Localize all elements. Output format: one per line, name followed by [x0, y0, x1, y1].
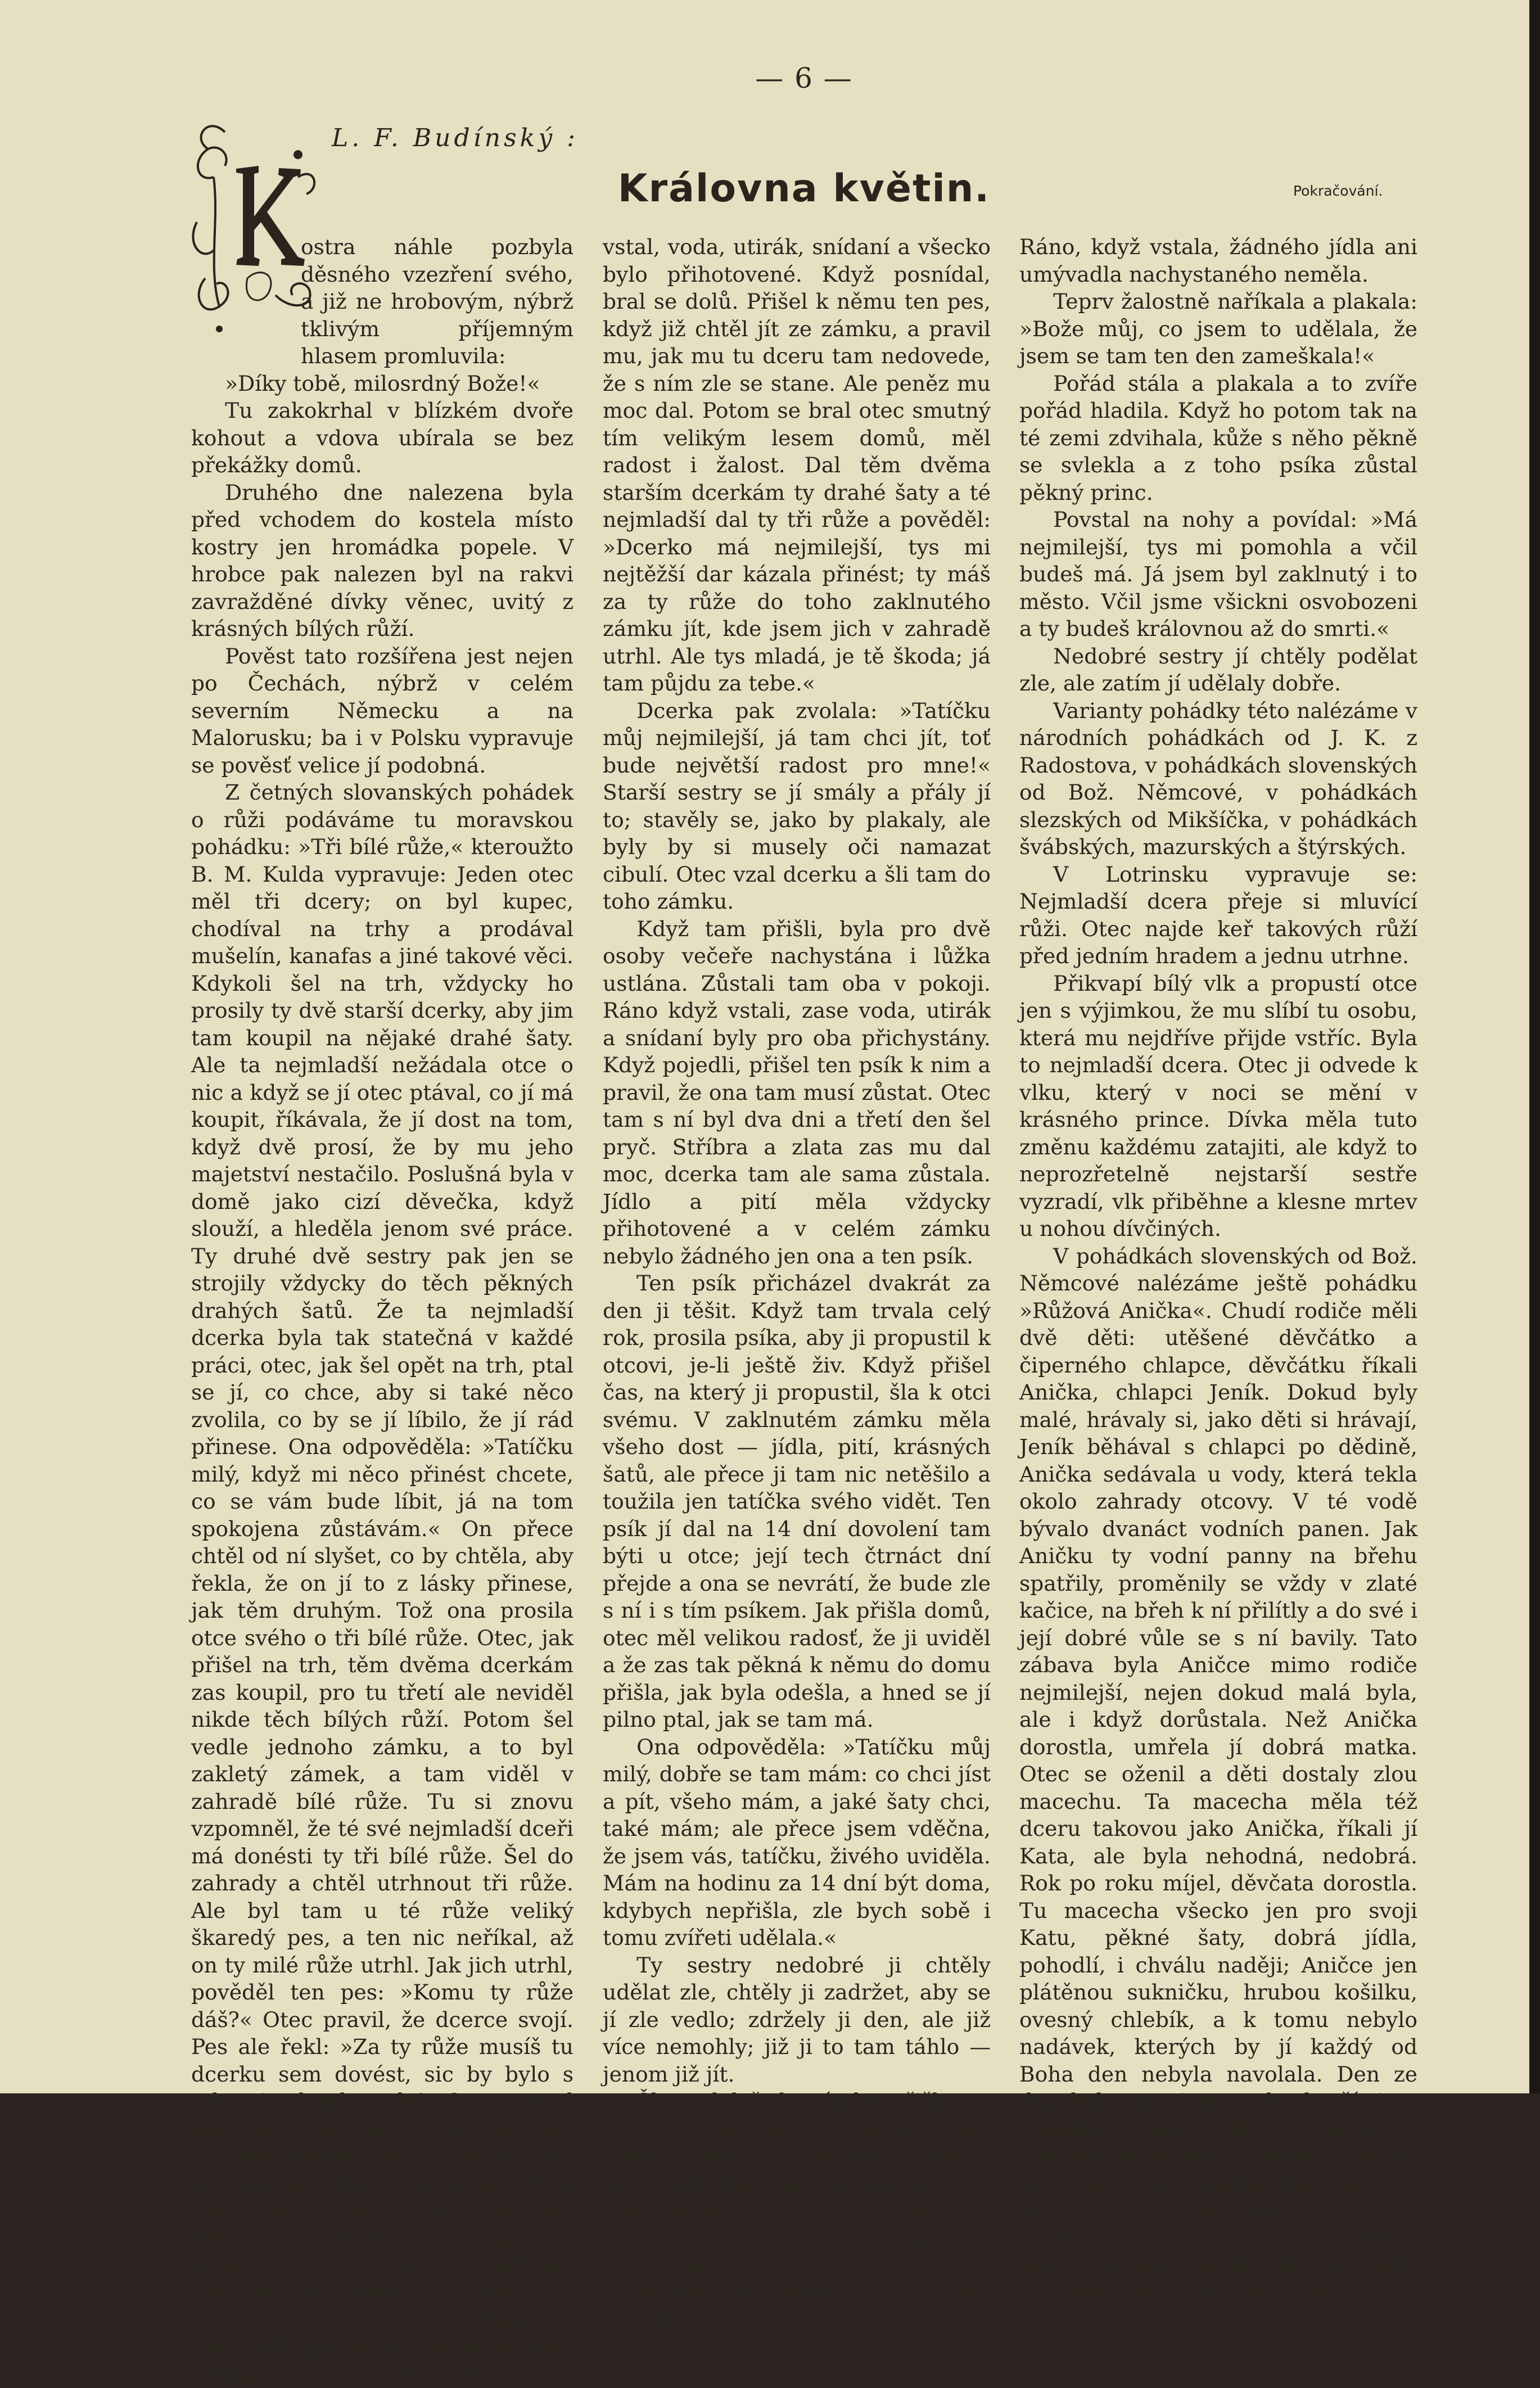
page-number: — 6 — [755, 62, 853, 94]
text-column-3 [1019, 233, 1417, 2306]
paragraph: Ten psík přicházel dvakrát za den ji těšit. Když tam trvala celý rok, prosila psíka, aby ji propustil k otcovi, je-li ještě živ. Když přišel čas, na který ji propustil, šla k otci svému. V zaklnutém zámku měla všeho dost — jídla, pití, krásných šatů, ale přece ji tam nic netěšilo a toužila jen tatíčka svého vidět. Ten psík jí dal na 14 dní dovolení tam býti u otce; její tech čtrnáct dní přejde a ona se nevrátí, že bude zle s ní i s tím psíkem. Jak přišla domů, otec měl velikou radosť, že ji uviděl a že zas tak pěkná k němu do domu přišla, jak byla odešla, a hned se jí pilno ptal, jak se tam má. [603, 1271, 991, 1732]
paragraph: vstal, voda, utirák, snídaní a všecko bylo přihotovené. Když posnídal, bral se dolů. Přišel k němu ten pes, když již chtěl jít ze zámku, a pravil mu, jak mu tu dceru tam nedovede, že s ním zle se stane. Ale peněz mu moc dal. Potom se bral otec smutný tím velikým lesem domů, měl radost i žalost. Dal těm dvěma starším dcerkám ty drahé šaty a té nejmladší dal ty tři růže a pověděl: »Dcerko má nejmilejší, tys mi nejtěžší dar kázala přinést; ty máš za ty růže do toho zaklnutého zámku jít, kde jsem jich v zahradě utrhl. Ale tys mladá, je tě škoda; já tam půjdu za tebe.« [603, 234, 991, 696]
paragraph: ostra náhle pozbyla děsného vzezření svého, a již ne hrobovým, nýbrž tklivým příjemným hlasem promluvila: [301, 234, 573, 368]
paragraph: Z četných slovanských pohádek o růži podáváme tu moravskou pohádku: »Tři bílé růže,« kteroužto B. M. Kulda vypravuje: Jeden otec měl tři dcery; on byl kupec, chodíval na trhy a prodával mušelín, kanafas a jiné takové věci. Kdykoli šel na trh, vždycky ho prosily ty dvě starší dcerky, aby jim tam koupil na nějaké drahé šaty. Ale ta nejmladší nežádala otce o nic a když se jí otec ptával, co jí má koupit, říkávala, že jí dost na tom, když dvě prosí, že by mu jeho majetství nestačilo. Poslušná byla v domě jako cizí děvečka, když slouží, a hleděla jenom své práce. Ty druhé dvě sestry pak jen se strojily vždycky do těch pěkných drahých šatů. Že ta nejmladší dcerka byla tak statečná v každé práci, otec, jak šel opět na trh, ptal se jí, co chce, aby si také něco zvolila, co by se jí líbilo, že jí rád přinese. Ona odpověděla: »Tatíčku milý, když mi něco přinést chcete, co se vám bude líbit, já na tom spokojena zůstávám.« On přece chtěl od ní slyšet, co by chtěla, aby řekla, že on jí to z lásky přinese, jak těm druhým. Tož ona prosila otce svého o tři bílé růže. Otec, jak přišel na trh, těm dvěma dcerkám zas koupil, pro tu třetí ale neviděl nikde těch bílých růží. Potom šel vedle jednoho zámku, a to byl zakletý zámek, a tam viděl v zahradě bílé růže. Tu si znovu vzpomněl, že té své nejmladší dceři má donésti ty tři bílé růže. Šel do zahrady a chtěl utrhnout tři růže. Ale byl tam u té růže veliký škaredý pes, a ten nic neříkal, až on ty milé růže utrhl. Jak jich utrhl, pověděl ten pes: »Komu ty růže dáš?« Otec pravil, že dcerce svojí. Pes ale řekl: »Za ty růže musíš tu dcerku sem dovést, sic by bylo s tebou i s dcerkou zle!« Otec se nad tím velice zarmoutil a nevěděl, má-li s těmi růžemi odejít či nemá. Tak ho tam zašla tma a on musel v tom zaklnutém zámku zůstat přes noc. Když tam povečeřel, tož se po těch světnicích procházel a žádného tam nenalezl, jenom na stolíku pro jednu osobu večeři přichystanou i také lůžko pro jednu osobu ustlané. Zůstal tam na noc. Ráno, když [191, 780, 573, 2386]
paragraph: Pověst tato rozšířena jest nejen po Čechách, nýbrž v celém severním Německu a na Malorusku; ba i v Polsku vypravuje se pověsť velice jí podobná. [191, 643, 573, 778]
article-title: Královna květin. [617, 166, 991, 211]
paragraph: »Díky tobě, milosrdný Bože!« [225, 371, 540, 396]
paragraph: Nedobré sestry jí chtěly podělat zle, ale zatím jí udělaly dobře. [1019, 643, 1417, 696]
paragraph: Druhého dne nalezena byla před vchodem do kostela místo kostry jen hromádka popele. V hrobce pak nalezen byl na rakvi zavražděné dívky věnec, uvitý z krásných bílých růží. [191, 480, 573, 641]
paragraph: Povstal na nohy a povídal: »Má nejmilejší, tys mi pomohla a včil budeš má. Já jsem byl zaklnutý i to město. Včil jsme všickni osvobozeni a ty budeš královnou až do smrti.« [1019, 507, 1417, 641]
text-column-1 [191, 233, 573, 2388]
paragraph: Potom se smutně do lůžka položila. [603, 2279, 991, 2332]
paragraph: V Lotrinsku vypravuje se: Nejmladší dcera přeje si mluvící růži. Otec najde keř takových růží před jedním hradem a jednu utrhne. [1019, 861, 1417, 968]
continued-label: Pokračování. [1293, 183, 1383, 199]
page-edge [1529, 0, 1540, 2093]
paragraph: Přikvapí bílý vlk a propustí otce jen s výjimkou, že mu slíbí tu osobu, která mu nejdříve přijde vstříc. Byla to nejmladší dcera. Otec ji odvede k vlku, který v noci se mění v krásného prince. Dívka měla tuto změnu každému zatajiti, ale když to neprozřetelně nejstarší sestře vyzradí, vlk přiběhne a klesne mrtev u nohou dívčiných. [1019, 970, 1417, 1241]
paragraph: Varianty pohádky této nalézáme v národních pohádkách od J. K. z Radostova, v pohádkách slovenských od Bož. Němcové, v pohádkách slezských od Mikšíčka, v pohádkách švábských, mazurských a štýrských. [1019, 698, 1417, 859]
paragraph: Tu zakokrhal v blízkém dvoře kohout a vdova ubírala se bez překážky domů. [191, 398, 573, 477]
paragraph: Pořád stála a plakala a to zvíře pořád hladila. Když ho potom tak na té zemi zdvihala, kůže s něho pěkně se svlekla a z toho psíka zůstal pěkný princ. [1019, 371, 1417, 505]
paragraph: Když tam přišli, byla pro dvě osoby večeře nachystána i lůžka ustlána. Zůstali tam oba v pokoji. Ráno když vstali, zase voda, utirák a snídaní byly pro oba přichystány. Když pojedli, přišel ten psík k nim a pravil, že ona tam musí zůstat. Otec tam s ní byl dva dni a třetí den šel pryč. Stříbra a zlata zas mu dal moc, dcerka tam ale sama zůstala. Jídlo a pití měla vždycky přihotovené a v celém zámku nebylo žádného jen ona a ten psík. [603, 916, 991, 1269]
paragraph: Šla, a když do zámku přišla, to zvíře již tam na tom místě u toho lůžka leželo a nežive bylo. Když k němu mluvila, ani se nehnulo. Tu ona zplakala, že jak ona sama včil tam bude, když to zvíře pro ni mrtvé ostává. [603, 2089, 991, 2277]
paragraph: Ona odpověděla: »Tatíčku můj milý, dobře se tam mám: co chci jíst a pít, všeho mám, a jaké šaty chci, také mám; ale přece jsem vděčna, že jsem vás, tatíčku, živého uviděla. Mám na hodinu za 14 dní být doma, kdybych nepřišla, zle bych sobě i tomu zvířeti udělala.« [603, 1734, 991, 1950]
text-column-2 [603, 233, 991, 2333]
paragraph: Ty sestry nedobré ji chtěly udělat zle, chtěly ji zadržet, aby se jí zle vedlo; zdržely ji den, ale již více nemohly; již ji to tam táhlo — jenom již jít. [603, 1952, 991, 2087]
paragraph: Teprv žalostně naříkala a plakala: »Bože můj, co jsem to udělala, že jsem se tam ten den zameškala!« [1019, 289, 1417, 368]
paragraph: Ráno, když vstala, žádného jídla ani umývadla nachystaného neměla. [1019, 234, 1417, 287]
author-name: L. F. Budínský : [332, 124, 579, 152]
paragraph: V pohádkách slovenských od Bož. Němcové nalézáme ještě pohádku »Růžová Anička«. Chudí rodiče měli dvě děti: utěšené děvčátko a čiperného chlapce, děvčátku říkali Anička, chlapci Jeník. Dokud byly malé, hrávaly si, jako děti si hrávají, Jeník běhával s chlapci po dědině, Anička sedávala u vody, která tekla okolo zahrady otcovy. V té vodě bývalo dvanáct vodních panen. Jak Aničku ty vodní panny na břehu spatřily, proměnily se vždy v zlaté kačice, na břeh k ní přilítly a do své i její dobré vůle se s ní bavily. Tato zábava byla Aničce mimo rodiče nejmilejší, nejen dokud malá byla, ale i když dorůstala. Než Anička dorostla, umřela jí dobrá matka. Otec se oženil a děti dostaly zlou macechu. Ta macecha měla též dceru takovou jako Anička, říkali jí Kata, ale byla nehodná, nedobrá. Rok po roku míjel, děvčata dorostla. Tu macecha všecko jen pro svoji Katu, pěkné šaty, dobrá jídla, pohodlí, i chválu naději; Aničce jen plátěnou sukničku, hrubou košilku, ovesný chlebík, a k tomu nebylo nadávek, kterých by jí každý od Boha den nebyla navolala. Den ze dne byla na ni macecha horší; i tu jedinkou radost, kterou měla se zlatými kačičkami, jí bránila, řkouc, že by se styděti mohla, tak stará již, hráti si a nechati matku prací se mořiti. Zachovávala sice ten příkaz Anička, pokud mohla, ale když měla po chvíli, vždy odběhla k vodě ke [1019, 1243, 1417, 2305]
paragraph: Dcerka pak zvolala: »Tatíčku můj nejmilejší, já tam chci jít, toť bude největší radost pro mne!« Starší sestry se jí smály a přály jí to; stavěly se, jako by plakaly, ale byly by si musely oči namazat cibulí. Otec vzal dcerku a šli tam do toho zámku. [603, 698, 991, 914]
